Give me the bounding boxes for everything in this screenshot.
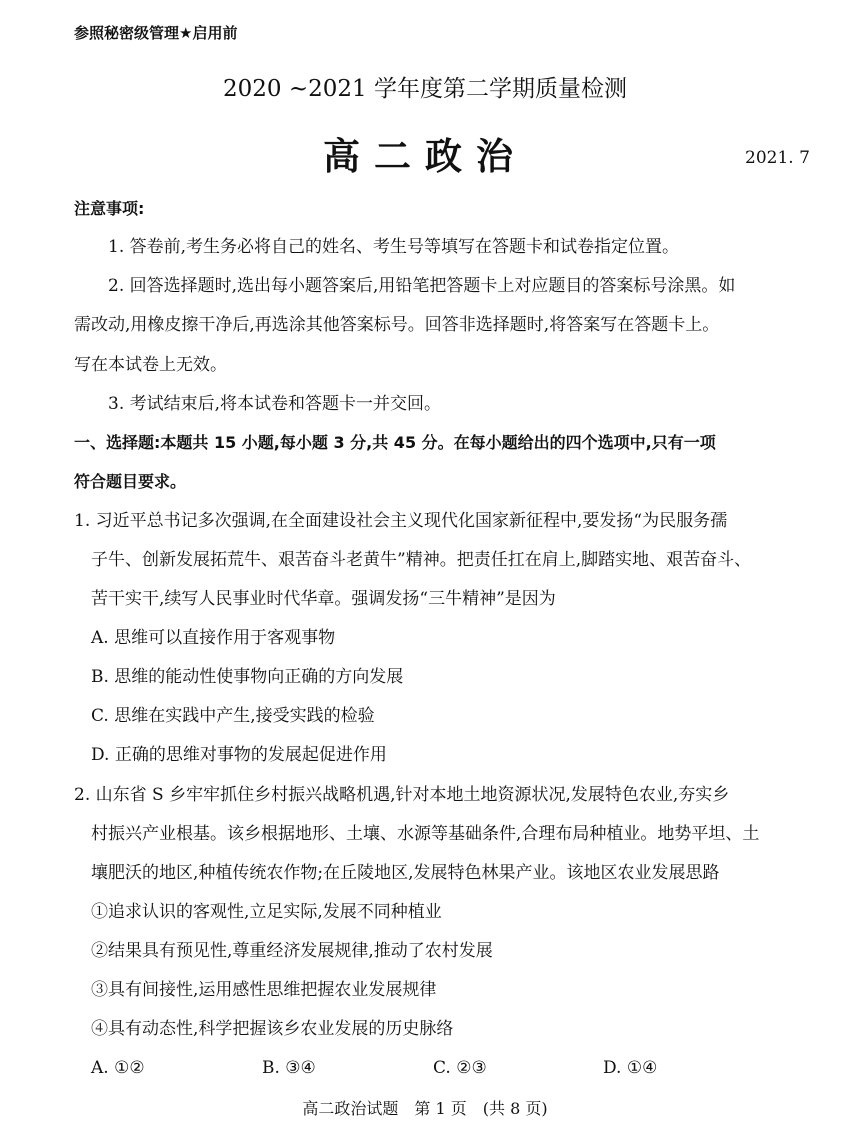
q2-option-a: A. ①② xyxy=(91,1058,145,1078)
page-footer: 高二政治试题 第 1 页 (共 8 页) xyxy=(302,1099,548,1118)
notice-line: 写在本试卷上无效。 xyxy=(74,355,227,375)
q1-stem-line: 1. 习近平总书记多次强调,在全面建设社会主义现代化国家新征程中,要发扬“为民服务孺 xyxy=(74,511,728,531)
subject-title: 高二政治 xyxy=(323,134,527,178)
q2-stem-line: 壤肥沃的地区,种植传统农作物;在丘陵地区,发展特色林果产业。该地区农业发展思路 xyxy=(91,863,720,883)
notice-line: 需改动,用橡皮擦干净后,再选涂其他答案标号。回答非选择题时,将答案写在答题卡上。 xyxy=(74,315,720,335)
q2-item: ①追求认识的客观性,立足实际,发展不同种植业 xyxy=(91,902,442,922)
q2-stem-line: 2. 山东省 S 乡牢牢抓住乡村振兴战略机遇,针对本地土地资源状况,发展特色农业,夯实乡 xyxy=(74,785,730,805)
q1-option-b: B. 思维的能动性使事物向正确的方向发展 xyxy=(91,667,404,687)
q2-option-d: D. ①④ xyxy=(603,1058,658,1078)
notice-line: 1. 答卷前,考生务必将自己的姓名、考生号等填写在答题卡和试卷指定位置。 xyxy=(108,237,680,257)
q1-stem-line: 子牛、创新发展拓荒牛、艰苦奋斗老黄牛”精神。把责任扛在肩上,脚踏实地、艰苦奋斗、 xyxy=(91,550,752,570)
q1-option-a: A. 思维可以直接作用于客观事物 xyxy=(91,628,336,648)
q2-stem-line: 村振兴产业根基。该乡根据地形、土壤、水源等基础条件,合理布局种植业。地势平坦、土 xyxy=(91,824,760,844)
q2-item: ②结果具有预见性,尊重经济发展规律,推动了农村发展 xyxy=(91,941,493,961)
exam-title: 2020 ~2021 学年度第二学期质量检测 xyxy=(223,76,627,102)
section-heading: 一、选择题:本题共 15 小题,每小题 3 分,共 45 分。在每小题给出的四个选项中,只有一项 xyxy=(74,433,716,452)
q2-option-b: B. ③④ xyxy=(262,1058,316,1078)
confidentiality-label: 参照秘密级管理★启用前 xyxy=(74,24,238,42)
section-heading: 符合题目要求。 xyxy=(74,472,187,491)
q2-item: ③具有间接性,运用感性思维把握农业发展规律 xyxy=(91,980,437,1000)
q1-stem-line: 苦干实干,续写人民事业时代华章。强调发扬“三牛精神”是因为 xyxy=(91,589,556,609)
exam-date: 2021. 7 xyxy=(745,148,810,168)
notice-heading: 注意事项: xyxy=(74,199,145,218)
notice-line: 2. 回答选择题时,选出每小题答案后,用铅笔把答题卡上对应题目的答案标号涂黑。如 xyxy=(108,276,736,296)
q2-option-c: C. ②③ xyxy=(433,1058,487,1078)
q2-item: ④具有动态性,科学把握该乡农业发展的历史脉络 xyxy=(91,1019,454,1039)
q1-option-c: C. 思维在实践中产生,接受实践的检验 xyxy=(91,706,375,726)
notice-line: 3. 考试结束后,将本试卷和答题卡一并交回。 xyxy=(108,394,442,414)
q1-option-d: D. 正确的思维对事物的发展起促进作用 xyxy=(91,745,387,765)
